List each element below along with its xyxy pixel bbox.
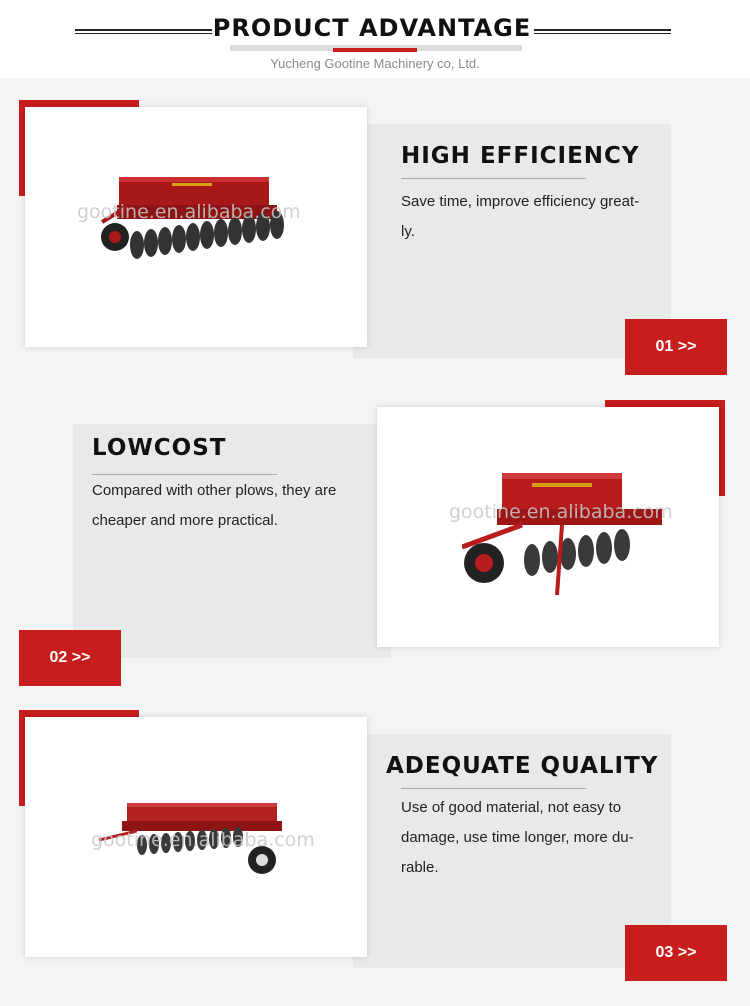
feature-2-title: LOWCOST <box>92 435 227 461</box>
watermark-text: gootine.en.alibaba.com <box>91 829 315 851</box>
feature-3-rule <box>401 788 586 789</box>
page-title: PRODUCT ADVANTAGE <box>212 14 532 42</box>
feature-3-image <box>25 717 367 957</box>
feature-2-description: Compared with other plows, they are cheaper and more practical. <box>92 482 337 529</box>
seed-drill-machine-icon <box>462 465 662 605</box>
feature-3-badge: 03 >> <box>625 925 727 981</box>
watermark-text: gootine.en.alibaba.com <box>449 501 673 523</box>
feature-1-title: HIGH EFFICIENCY <box>401 143 640 169</box>
company-name: Yucheng Gootine Machinery co, Ltd. <box>270 56 480 71</box>
header-divider-right <box>534 29 671 34</box>
feature-2-badge: 02 >> <box>19 630 121 686</box>
feature-3-title: ADEQUATE QUALITY <box>386 753 659 779</box>
feature-1-description: Save time, improve efficiency great- ly. <box>401 193 640 240</box>
feature-3-description: Use of good material, not easy to damage, use time longer, more du- rable. <box>401 799 634 876</box>
feature-1-badge: 01 >> <box>625 319 727 375</box>
feature-1-rule <box>401 178 586 179</box>
feature-1-image <box>25 107 367 347</box>
page-header <box>0 0 750 78</box>
header-underline-accent <box>333 48 417 52</box>
watermark-text: gootine.en.alibaba.com <box>77 201 301 223</box>
header-divider-left <box>75 29 212 34</box>
feature-2-rule <box>92 474 277 475</box>
feature-2-image <box>377 407 719 647</box>
